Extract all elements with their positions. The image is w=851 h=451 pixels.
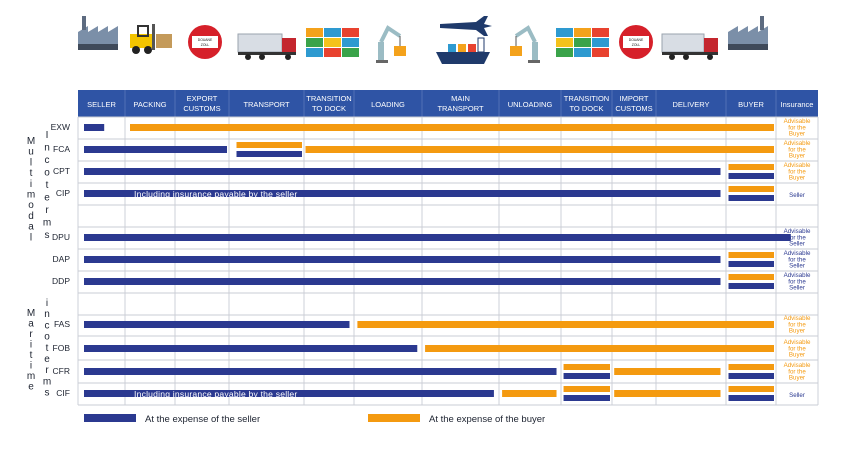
column-header: TRANSITION TO DOCK [306,94,352,113]
buyer-expense-bar [564,364,610,370]
insurance-cell: Advisable for the Seller [783,250,811,270]
insurance-cell: Advisable for the Buyer [783,362,811,382]
buyer-expense-bar [729,252,775,258]
row-label-ddp: DDP [52,276,70,286]
seller-expense-bar [564,373,610,379]
buyer-expense-bar [729,274,775,280]
row-label-dap: DAP [52,254,70,264]
svg-text:t: t [45,342,49,354]
seller-expense-bar [84,146,227,153]
buyer-expense-bar [729,186,775,192]
svg-text:i: i [29,339,33,351]
seller-expense-bar [564,395,610,401]
svg-text:ZOLL: ZOLL [200,43,210,47]
svg-text:i: i [45,298,49,309]
svg-text:DOUANE: DOUANE [197,38,213,42]
insurance-cell: Seller [789,192,805,199]
insurance-cell: Advisable for the Buyer [783,339,811,359]
svg-text:a: a [28,221,34,233]
svg-text:r: r [45,205,49,216]
svg-text:o: o [44,331,50,343]
seller-expense-bar [729,173,775,179]
seller-expense-bar [84,234,791,241]
svg-text:s: s [44,230,50,241]
column-header: SELLER [87,100,116,109]
row-label-fas: FAS [53,319,70,329]
row-label-cfr: CFR [52,366,70,376]
insurance-cell: Advisable for the Seller [783,228,811,248]
svg-text:n: n [44,309,50,321]
insurance-cell: Advisable for the Buyer [783,140,811,160]
seller-expense-bar [84,368,557,375]
svg-text:I: I [45,130,49,141]
svg-text:i: i [29,178,33,190]
seller-expense-bar [84,124,104,131]
svg-text:m: m [26,189,36,201]
legend-seller-swatch [84,414,136,422]
row-label-fca: FCA [53,144,70,154]
column-header: UNLOADING [507,100,553,109]
multimodal-incoterms-label [43,130,51,241]
row-label-cip: CIP [55,188,70,198]
svg-text:o: o [28,200,34,212]
column-header: MAIN TRANSPORT [437,94,484,113]
multimodal-side-label [27,136,35,243]
svg-text:ZOLL: ZOLL [631,43,641,47]
svg-text:DOUANE: DOUANE [628,38,644,42]
svg-text:e: e [44,354,50,365]
svg-text:u: u [28,146,34,158]
svg-text:l: l [29,232,33,244]
svg-text:c: c [44,155,50,166]
svg-text:n: n [44,142,50,154]
buyer-expense-bar [237,142,303,148]
column-header: IMPORT CUSTOMS [615,94,653,113]
insurance-cell: Advisable for the Buyer [783,315,811,335]
insurance-cell: Advisable for the Buyer [783,118,811,138]
row-label-cpt: CPT [53,166,70,176]
column-header: TRANSITION TO DOCK [563,94,610,113]
seller-expense-bar [729,195,775,201]
buyer-expense-bar [130,124,774,131]
legend-seller-label: At the expense of the seller [145,414,261,425]
seller-expense-bar [729,373,775,379]
svg-text:M: M [26,308,36,319]
svg-text:M: M [26,136,36,147]
column-header: BUYER [738,100,764,109]
buyer-expense-bar [425,345,774,352]
insurance-note: Including insurance payable by the seller [134,389,298,399]
seller-expense-bar [84,321,350,328]
buyer-expense-bar [729,364,775,370]
buyer-expense-bar [729,386,775,392]
row-label-cif: CIF [56,388,70,398]
column-header: EXPORT CUSTOMS [183,94,221,113]
column-header: LOADING [371,100,405,109]
insurance-cell: Advisable for the Buyer [783,162,811,182]
insurance-cell: Seller [789,392,805,399]
column-header: TRANSPORT [243,100,290,109]
svg-text:o: o [44,167,50,179]
svg-text:l: l [29,157,33,169]
buyer-expense-bar [614,368,720,375]
seller-expense-bar [84,345,417,352]
seller-expense-bar [84,168,721,175]
svg-text:s: s [44,387,50,399]
svg-text:a: a [28,318,34,330]
seller-expense-bar [84,256,721,263]
svg-text:t: t [29,350,33,361]
buyer-expense-bar [306,146,775,153]
svg-text:t: t [29,168,33,180]
maritime-incoterms-label [43,298,51,399]
seller-expense-bar [729,283,775,289]
svg-text:m: m [26,371,36,382]
svg-text:d: d [28,210,34,222]
insurance-note: Including insurance payable by the seller [134,189,298,199]
buyer-expense-bar [729,164,775,170]
svg-text:e: e [28,381,34,393]
buyer-expense-bar [564,386,610,392]
column-header: DELIVERY [672,100,710,109]
seller-expense-bar [729,261,775,267]
svg-text:r: r [29,329,33,340]
row-label-fob: FOB [52,343,70,353]
column-header: Insurance [780,100,814,109]
maritime-side-label [27,308,35,393]
row-label-exw: EXW [50,122,70,132]
svg-text:t: t [45,180,49,191]
svg-text:c: c [44,320,50,332]
svg-text:e: e [44,192,50,204]
column-header: PACKING [133,100,167,109]
svg-text:r: r [45,365,49,377]
seller-expense-bar [729,395,775,401]
svg-text:m: m [42,217,52,229]
legend-buyer-swatch [368,414,420,422]
buyer-expense-bar [502,390,556,397]
buyer-expense-bar [357,321,774,328]
seller-expense-bar [84,278,721,285]
legend-buyer-label: At the expense of the buyer [429,414,546,425]
buyer-expense-bar [614,390,720,397]
insurance-cell: Advisable for the Seller [783,272,811,292]
svg-text:i: i [29,360,33,372]
row-label-dpu: DPU [52,232,70,242]
svg-text:m: m [42,376,52,388]
seller-expense-bar [237,151,303,157]
